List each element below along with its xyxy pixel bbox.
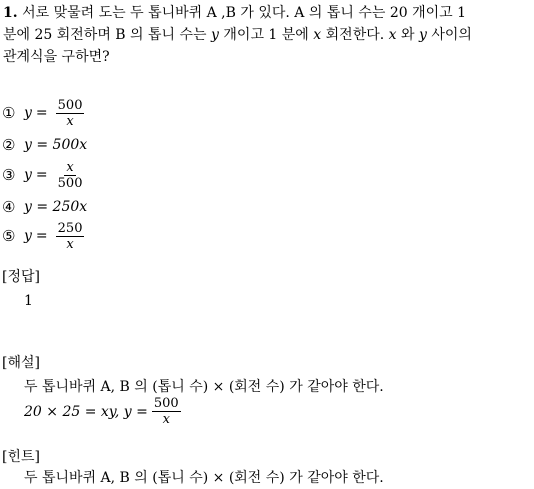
option-eq: = [35, 105, 48, 121]
answer-value: 1 [24, 293, 33, 309]
question-text-2d: 와 [401, 27, 415, 43]
option-eq: = [35, 167, 48, 183]
option-marker: ① [2, 104, 16, 122]
answer-heading: [정답] [2, 269, 40, 285]
option-5[interactable] [2, 219, 84, 253]
question-line-1 [3, 4, 466, 22]
fraction-numerator: x [66, 159, 74, 175]
explanation-line-1: 두 톱니바퀴 A, B 의 (톱니 수) × (회전 수) 가 같아야 한다. [24, 379, 384, 395]
question-text-1: 서로 맞물려 도는 두 톱니바퀴 A ,B 가 있다. A 의 톱니 수는 20 개이고 1 [22, 5, 467, 21]
question-line-3: 관계식을 구하면? [3, 49, 110, 65]
var-y: y [211, 27, 219, 43]
hint-heading: [힌트] [2, 449, 40, 465]
option-marker: ③ [2, 166, 16, 184]
option-eq: = [35, 228, 48, 244]
option-3[interactable] [2, 158, 84, 192]
option-marker: ④ [2, 198, 16, 216]
fraction [152, 396, 181, 427]
fraction-denominator: x [162, 412, 170, 427]
fraction [56, 221, 85, 252]
fraction-numerator: 500 [57, 97, 83, 113]
var-x: x [313, 27, 322, 43]
option-expression: y = 500x [24, 137, 88, 153]
fraction-numerator: 250 [57, 220, 83, 236]
option-marker: ⑤ [2, 227, 16, 245]
question-text-2e: 사이의 [431, 27, 472, 43]
option-lhs: y [24, 167, 32, 183]
question-line-2 [3, 26, 472, 44]
explanation-line-2 [24, 396, 181, 427]
question-number: 1. [3, 5, 18, 21]
option-lhs: y [24, 228, 32, 244]
fraction-numerator: 500 [153, 396, 179, 411]
option-1[interactable] [2, 96, 84, 130]
question-text-2b: 개이고 1 분에 [223, 27, 309, 43]
option-marker: ② [2, 136, 16, 154]
fraction [56, 160, 85, 191]
option-lhs: y [24, 105, 32, 121]
explanation-heading: [해설] [2, 355, 40, 371]
fraction [56, 98, 85, 129]
option-2[interactable] [2, 128, 87, 162]
option-expression: y = 250x [24, 199, 88, 215]
hint-line-1: 두 톱니바퀴 A, B 의 (톱니 수) × (회전 수) 가 같아야 한다. [24, 470, 384, 486]
question-text-2a: 분에 25 회전하며 B 의 톱니 수는 [3, 27, 207, 43]
fraction-denominator: x [66, 113, 74, 129]
fraction-denominator: x [66, 236, 74, 252]
question-text-2c: 회전한다. [325, 27, 385, 43]
explanation-equation: 20 × 25 = xy, y = [24, 403, 148, 420]
var-x: x [388, 27, 397, 43]
fraction-denominator: 500 [57, 175, 83, 191]
var-y: y [419, 27, 427, 43]
